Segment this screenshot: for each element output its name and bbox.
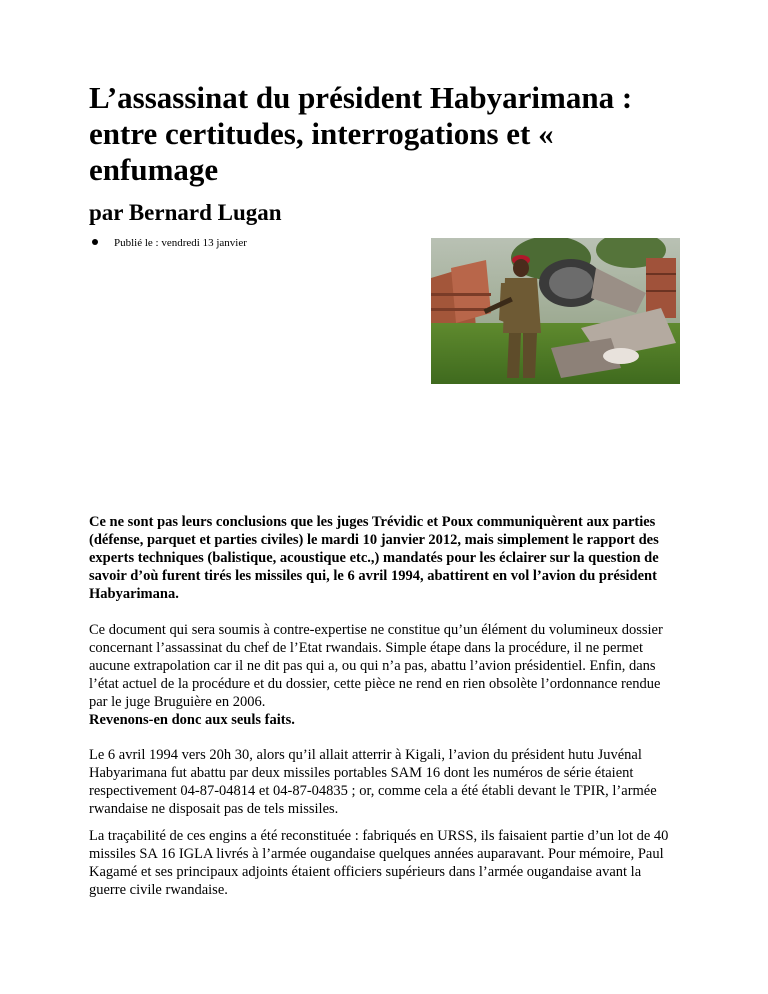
article-photo bbox=[431, 238, 680, 384]
article-title: L’assassinat du président Habyarimana : entre certitudes, interrogations et « enfumage bbox=[89, 80, 633, 187]
publish-date: Publié le : vendredi 13 janvier bbox=[114, 237, 247, 249]
bullet-icon bbox=[92, 239, 98, 245]
article-author: par Bernard Lugan bbox=[89, 200, 282, 225]
body-paragraph: La traçabilité de ces engins a été reconstituée : fabriqués en URSS, ils faisaient partie d’un lot de 40 missiles SA 16 IGLA livrés à l’armée ougandaise quelques années auparavant. Pour mémoire, Paul Kagamé et ses principaux adjoints étaient officiers supérieurs dans l’armée ougandaise avant la guerre civile rwandaise. bbox=[89, 828, 669, 898]
body-paragraph: Le 6 avril 1994 vers 20h 30, alors qu’il allait atterrir à Kigali, l’avion du président hutu Juvénal Habyarimana fut abattu par deux missiles portables SAM 16 dont les numéros de série étaient respectivement 04-87-04814 et 04-87-04835 ; or, comme cela a été établi devant le TPIR, l’armée rwandaise ne disposait pas de tels missiles. bbox=[89, 747, 657, 817]
publish-date-item bbox=[114, 236, 247, 250]
section-heading: Revenons-en donc aux seuls faits. bbox=[89, 712, 295, 728]
lead-paragraph: Ce ne sont pas leurs conclusions que les juges Trévidic et Poux communiquèrent aux parties (défense, parquet et parties civiles) le mardi 10 janvier 2012, mais simplement le rapport des experts techniques (balistique, acoustique etc.,) mandatés pour les éclairer sur la question de savoir d’où furent tirés les missiles qui, le 6 avril 1994, abattirent en vol l’avion du président Habyarimana. bbox=[89, 514, 659, 602]
plane-wreck-photo-icon bbox=[431, 238, 680, 384]
body-paragraph: Ce document qui sera soumis à contre-expertise ne constitue qu’un élément du volumineux dossier concernant l’assassinat du chef de l’Etat rwandais. Simple étape dans la procédure, il ne permet aucune extrapolation car il ne dit pas qui a, ou qui n’a pas, abattu l’avion présidentiel. Enfin, dans l’état actuel de la procédure et du dossier, cette pièce ne rend en rien obsolète l’ordonnance rendue par le juge Bruguière en 2006. bbox=[89, 622, 663, 710]
